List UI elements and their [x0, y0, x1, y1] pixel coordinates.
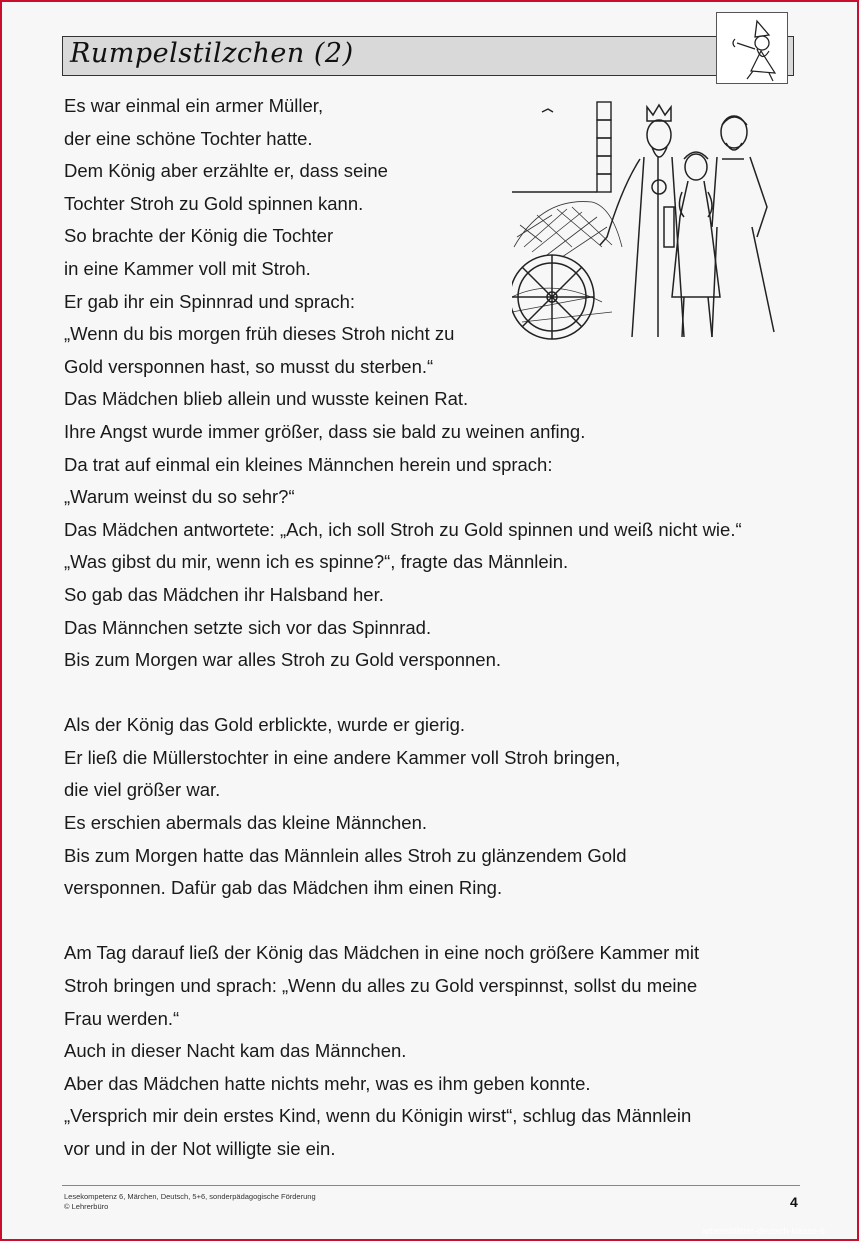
- story-line: So brachte der König die Tochter: [64, 225, 334, 247]
- story-line: Das Männchen setzte sich vor das Spinnrad.: [64, 616, 432, 638]
- story-line: Bis zum Morgen war alles Stroh zu Gold versponnen.: [64, 649, 502, 671]
- story-line: So gab das Mädchen ihr Halsband her.: [64, 583, 384, 605]
- watermark: arbeitsblätter-deutsch-klasse-6: [702, 1226, 826, 1236]
- story-line: der eine schöne Tochter hatte.: [64, 127, 313, 149]
- footer-credits: [64, 1192, 316, 1212]
- story-line: Am Tag darauf ließ der König das Mädchen in eine noch größere Kammer mit: [64, 942, 700, 964]
- story-line: „Wenn du bis morgen früh dieses Stroh nicht zu: [64, 323, 455, 345]
- story-line: vor und in der Not willigte sie ein.: [64, 1138, 336, 1159]
- story-line: Das Mädchen antwortete: „Ach, ich soll Stroh zu Gold spinnen und weiß nicht wie.“: [64, 518, 742, 540]
- story-line: Es erschien abermals das kleine Männchen.: [64, 812, 427, 834]
- story-line: versponnen. Dafür gab das Mädchen ihm einen Ring.: [64, 877, 503, 899]
- story-line: Das Mädchen blieb allein und wusste keinen Rat.: [64, 388, 469, 410]
- story-line: Frau werden.“: [64, 1007, 180, 1029]
- story-line: Bis zum Morgen hatte das Männlein alles Stroh zu glänzendem Gold: [64, 844, 627, 866]
- story-text: [64, 90, 804, 1166]
- footer-copyright-line: © Lehrerbüro: [64, 1202, 109, 1211]
- story-line: die viel größer war.: [64, 779, 221, 801]
- story-line: Es war einmal ein armer Müller,: [64, 95, 324, 116]
- story-line: Auch in dieser Nacht kam das Männchen.: [64, 1040, 407, 1062]
- story-line: „Warum weinst du so sehr?“: [64, 486, 295, 508]
- paragraph-spacer: [64, 677, 804, 710]
- paragraph-spacer: [64, 905, 804, 938]
- story-line: Als der König das Gold erblickte, wurde er gierig.: [64, 714, 466, 736]
- footer-series-line: Lesekompetenz 6, Märchen, Deutsch, 5+6, sonderpädagogische Förderung: [64, 1192, 316, 1201]
- page-number: 4: [790, 1194, 798, 1210]
- story-line: „Versprich mir dein erstes Kind, wenn du Königin wirst“, schlug das Männlein: [64, 1105, 692, 1127]
- story-line: Er ließ die Müllerstochter in eine andere Kammer voll Stroh bringen,: [64, 746, 621, 768]
- story-line: Dem König aber erzählte er, dass seine: [64, 160, 388, 182]
- story-line: Stroh bringen und sprach: „Wenn du alles zu Gold verspinnst, sollst du meine: [64, 975, 698, 997]
- footer-divider: [62, 1185, 800, 1186]
- story-line: „Was gibst du mir, wenn ich es spinne?“, fragte das Männlein.: [64, 551, 569, 573]
- page-title: Rumpelstilzchen (2): [70, 38, 354, 69]
- story-line: in eine Kammer voll mit Stroh.: [64, 257, 311, 279]
- story-line: Da trat auf einmal ein kleines Männchen herein und sprach:: [64, 453, 553, 475]
- story-line: Aber das Mädchen hatte nichts mehr, was es ihm geben konnte.: [64, 1072, 591, 1094]
- story-line: Tochter Stroh zu Gold spinnen kann.: [64, 192, 364, 214]
- story-line: Ihre Angst wurde immer größer, dass sie bald zu weinen anfing.: [64, 420, 586, 442]
- story-line: Gold versponnen hast, so musst du sterben.“: [64, 355, 434, 377]
- story-line: Er gab ihr ein Spinnrad und sprach:: [64, 290, 356, 312]
- rumpelstiltskin-character-icon: [716, 12, 788, 84]
